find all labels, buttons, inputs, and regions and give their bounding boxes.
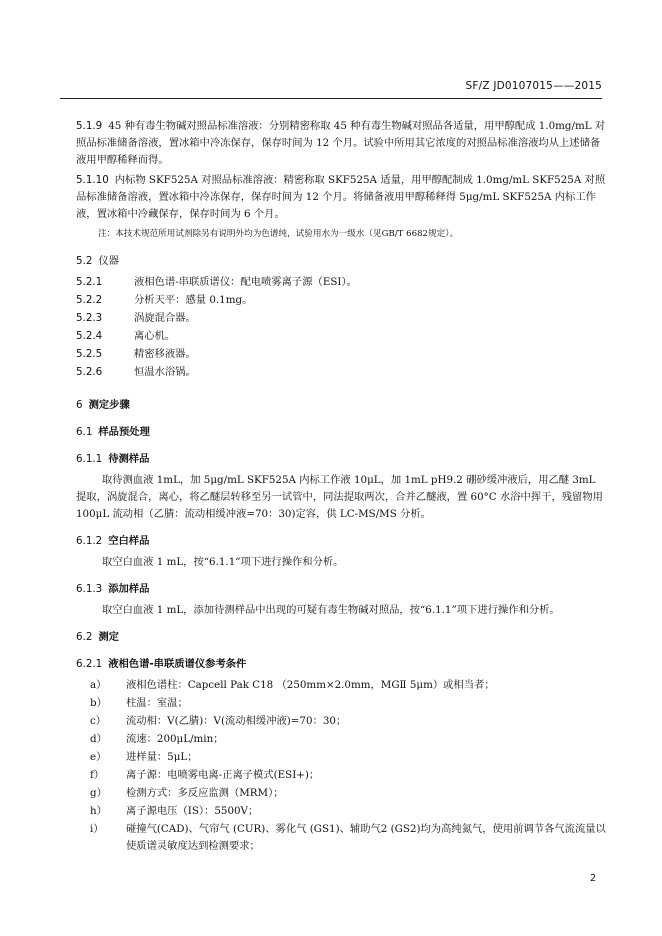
paragraph-6-1-3: 取空白血液 1 mL，添加待测样品中出现的可疑有毒生物碱对照品，按“6.1.1”项下进行操作和分析。 — [102, 604, 560, 616]
paragraph-6-1-1: 取待测血液 1mL，加 5μg/mL SKF525A 内标工作液 10μL，加 1mL pH9.2 硼砂缓冲液后，用乙醚 3mL 提取，涡旋混合，离心，将乙醚层转移至另一试管中，同法提取两次，合并乙醚液，置 60°C 水浴中挥干，残留物用 100μL 流动相（乙腈：流动相缓冲液=70：30)定容，供 LC-MS/MS 分析。 — [76, 474, 603, 520]
list-item — [76, 713, 606, 730]
list-item — [76, 821, 606, 855]
note-text: 注：本技术规范所用试剂除另有说明外均为色谱纯，试验用水为一级水（见GB/T 6682规定）。 — [98, 229, 459, 239]
paragraph-5-1-9 — [76, 118, 606, 169]
section-title: 添加样品 — [108, 583, 150, 595]
page-number: 2 — [589, 873, 596, 884]
list-item — [76, 767, 606, 784]
item-label: d） — [90, 733, 107, 745]
item-label: h） — [90, 805, 107, 817]
paragraph-5-1-10 — [76, 172, 606, 223]
item-label: f） — [90, 769, 105, 781]
heading-6-1-2 — [76, 533, 606, 550]
section-title: 空白样品 — [108, 535, 150, 547]
item-text: 液相色谱-串联质谱仪：配电喷雾离子源（ESI）。 — [134, 276, 357, 288]
list-item — [76, 677, 606, 694]
heading-6-1 — [76, 424, 606, 441]
heading-6-2 — [76, 629, 606, 646]
item-text: 柱温：室温； — [126, 697, 188, 709]
heading-6 — [76, 397, 606, 414]
section-number: 6.1.1 — [76, 453, 103, 465]
section-number: 5.2 — [76, 255, 93, 267]
header-rule — [60, 98, 602, 99]
section-number: 5.1.10 — [76, 174, 109, 186]
item-text: 流速：200μL/min； — [126, 733, 224, 745]
item-text: 离心机。 — [134, 330, 176, 342]
list-item — [76, 785, 606, 802]
section-title: 待测样品 — [108, 453, 150, 465]
list-item — [76, 310, 606, 327]
list-item — [76, 292, 606, 309]
list-item — [76, 695, 606, 712]
section-title: 仪器 — [98, 255, 119, 267]
item-label: g） — [90, 787, 107, 799]
section-number: 6.1.2 — [76, 535, 103, 547]
item-number: 5.2.2 — [76, 294, 103, 306]
section-number: 6.1.3 — [76, 583, 103, 595]
heading-6-1-1 — [76, 451, 606, 468]
section-title: 样品预处理 — [98, 426, 150, 438]
list-item — [76, 731, 606, 748]
section-number: 5.1.9 — [76, 120, 103, 132]
paragraph-6-1-2: 取空白血液 1 mL，按“6.1.1”项下进行操作和分析。 — [102, 556, 344, 568]
document-body — [76, 118, 606, 856]
item-number: 5.2.3 — [76, 312, 103, 324]
item-label: b） — [90, 697, 107, 709]
item-text: 精密移液器。 — [134, 348, 196, 360]
item-label: a） — [90, 679, 107, 691]
list-item — [76, 328, 606, 345]
item-number: 5.2.5 — [76, 348, 103, 360]
item-text: 离子源电压（IS）：5500V； — [126, 805, 259, 817]
section-number: 6 — [76, 399, 83, 411]
item-number: 5.2.1 — [76, 276, 103, 288]
item-text: 液相色谱柱：Capcell Pak C18 （250mm×2.0mm，MGⅡ 5μm）或相当者； — [126, 679, 495, 691]
paragraph-text: 内标物 SKF525A 对照品标准溶液：精密称取 SKF525A 适量，用甲醇配制成 1.0mg/mL SKF525A 对照品标准储备溶液，置冰箱中冷冻保存，保存时间为 12 个月。将储备液用甲醇稀释得 5μg/mL SKF525A 内标工作液，置冰箱中冷藏保存，保存时间为 6 个月。 — [76, 174, 606, 220]
section-title: 液相色谱-串联质谱仪参考条件 — [108, 658, 247, 670]
document-code-header: SF/Z JD0107015——2015 — [465, 80, 602, 92]
item-label: c） — [90, 715, 107, 727]
item-text: 涡旋混合器。 — [134, 312, 196, 324]
instrument-list — [76, 274, 606, 381]
item-text: 离子源：电喷雾电离-正离子模式(ESI+)； — [126, 769, 320, 781]
list-item — [76, 364, 606, 381]
section-number: 6.2 — [76, 631, 93, 643]
section-number: 6.1 — [76, 426, 93, 438]
list-item — [76, 274, 606, 291]
item-text: 分析天平：感量 0.1mg。 — [134, 294, 253, 306]
item-text: 碰撞气(CAD)、气帘气 (CUR)、雾化气 (GS1)、辅助气2 (GS2)均为高纯氮气，使用前调节各气流流量以使质谱灵敏度达到检测要求； — [126, 823, 606, 852]
item-label: e） — [90, 751, 107, 763]
section-title: 测定 — [98, 631, 119, 643]
heading-6-1-3 — [76, 581, 606, 598]
list-item — [76, 346, 606, 363]
heading-5-2 — [76, 253, 606, 270]
paragraph-text: 45 种有毒生物碱对照品标准溶液：分别精密称取 45 种有毒生物碱对照品各适量，用甲醇配成 1.0mg/mL 对照品标准储备溶液，置冰箱中冷冻保存，保存时间为 12 个月。试验中所用其它浓度的对照品标准溶液均从上述储备液用甲醇稀释而得。 — [76, 120, 606, 166]
item-number: 5.2.4 — [76, 330, 103, 342]
item-label: i） — [90, 823, 104, 835]
section-number: 6.2.1 — [76, 658, 103, 670]
item-text: 流动相：V(乙腈)：V(流动相缓冲液)=70：30； — [126, 715, 347, 727]
conditions-list — [76, 677, 606, 855]
item-text: 进样量：5μL； — [126, 751, 198, 763]
list-item — [76, 749, 606, 766]
heading-6-2-1 — [76, 656, 606, 673]
list-item — [76, 803, 606, 820]
item-text: 检测方式：多反应监测（MRM）； — [126, 787, 284, 799]
section-title: 测定步骤 — [88, 399, 130, 411]
item-text: 恒温水浴锅。 — [134, 366, 196, 378]
item-number: 5.2.6 — [76, 366, 103, 378]
